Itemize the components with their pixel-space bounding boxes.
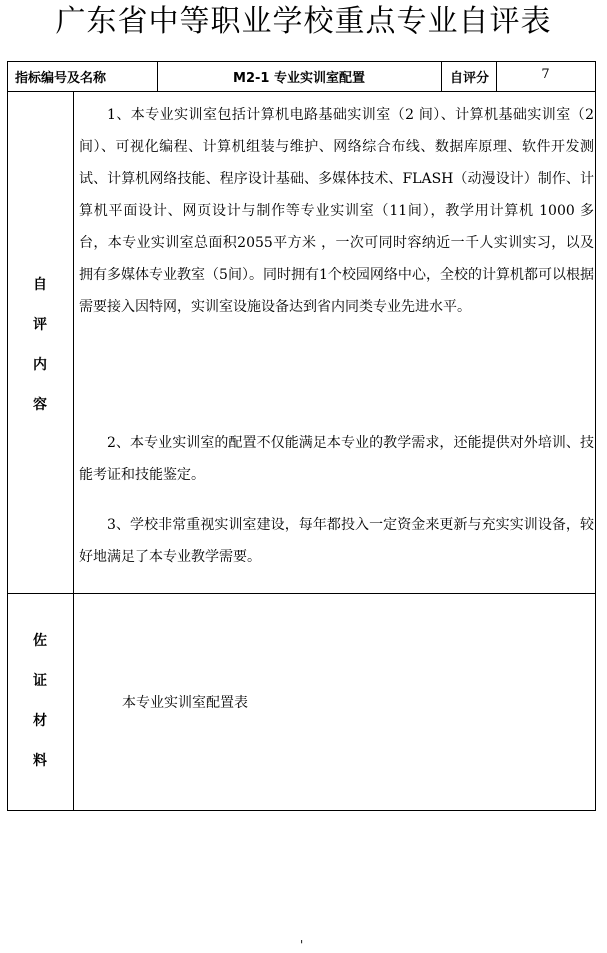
evidence-label-char: 料 <box>33 753 47 769</box>
table-border-bottom <box>7 810 596 811</box>
evidence-text: 本专业实训室配置表 <box>122 695 248 711</box>
table-border-top <box>7 61 596 62</box>
content-label <box>7 265 73 425</box>
table-border-right <box>595 61 596 811</box>
indicator-label: 指标编号及名称 <box>15 71 107 86</box>
header-divider-2 <box>441 61 442 91</box>
content-paragraph-1: 1、本专业实训室包括计算机电路基础实训室（2 间）、计算机基础实训室（2间）、可视化编程、计算机组装与维护、网络综合布线、数据库原理、软件开发测试、计算机网络技能、程序设计基础、多媒体技术、FLASH（动漫设计）制作、计算机平面设计、网页设计与制作等专业实训室（11间），教学用计算机 1000 多台，本专业实训室总面积2055平方米 ，一次可同时容纳近一千人实训实习，以及拥有多媒体专业教室（5间）。同时拥有1个校园网络中心，全校的计算机都可以根据需要接入因特网，实训室设施设备达到省内同类专业先进水平。 <box>79 107 594 315</box>
content-label-char: 内 <box>33 357 47 373</box>
content-label-char: 容 <box>33 397 47 413</box>
content-row-divider <box>7 593 596 594</box>
content-label-char: 自 <box>33 277 47 293</box>
page-title: 广东省中等职业学校重点专业自评表 <box>55 4 552 39</box>
footer-mark: ' <box>300 938 304 952</box>
score-value: 7 <box>541 67 550 82</box>
header-row-divider <box>7 91 596 92</box>
score-label: 自评分 <box>449 71 489 86</box>
content-label-char: 评 <box>33 317 47 333</box>
self-evaluation-table <box>7 61 596 811</box>
label-column-divider <box>73 91 74 811</box>
evidence-label-char: 佐 <box>33 633 47 649</box>
evidence-label-char: 材 <box>33 713 47 729</box>
content-paragraph-2: 2、本专业实训室的配置不仅能满足本专业的教学需求，还能提供对外培训、技能考证和技能鉴定。 <box>79 435 594 483</box>
evidence-label <box>7 621 73 781</box>
indicator-value: M2-1 专业实训室配置 <box>233 71 365 86</box>
evidence-label-char: 证 <box>33 673 47 689</box>
content-paragraph-3: 3、学校非常重视实训室建设，每年都投入一定资金来更新与充实实训设备，较好地满足了本专业教学需要。 <box>79 517 594 565</box>
